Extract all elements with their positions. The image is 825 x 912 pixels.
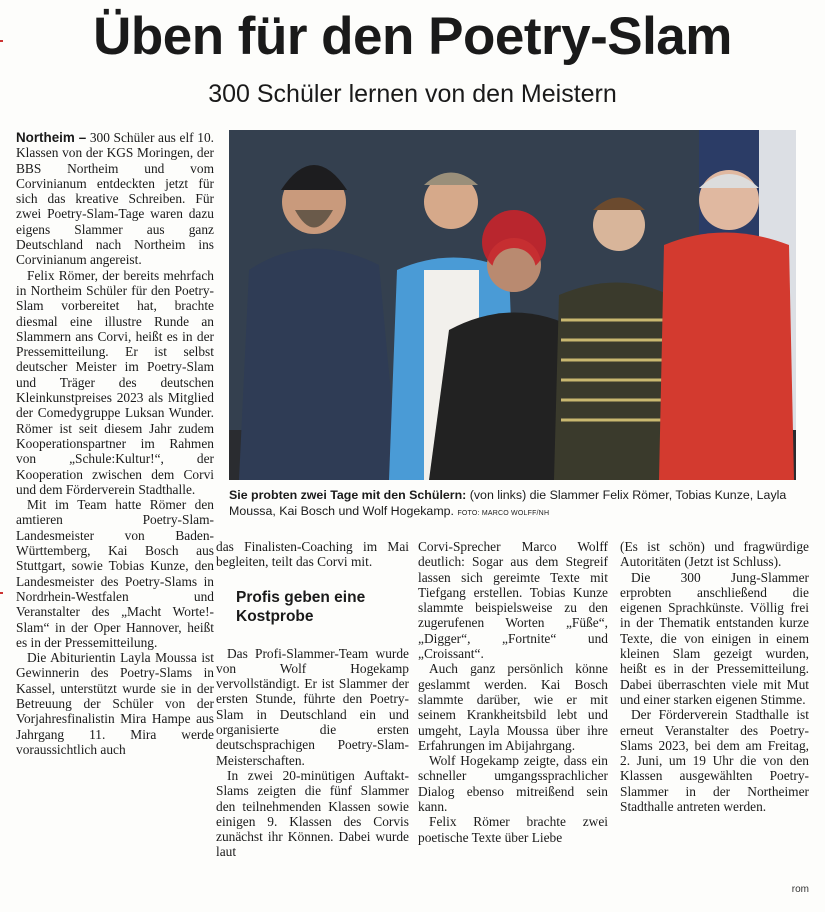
lead-text: 300 Schüler aus elf 10. Klassen von der KGS Moringen, der BBS Northeim und vom Corvinianum entdeckten jetzt für sich das kreative Schreiben. Für zwei Poetry-Slam-Tage waren dazu eigens Slammer aus ganz Deutschland nach Northeim ins Corvinianum angereist. (16, 130, 214, 268)
paragraph: das Finalisten-Coaching im Mai begleiten, teilt das Corvi mit. (216, 539, 409, 570)
caption-lead: Sie probten zwei Tage mit den Schülern: (229, 488, 467, 502)
crop-mark (0, 592, 3, 594)
paragraph: Die 300 Jung-Slammer erprobten anschließend die eigenen Sprachkünste. Völlig frei in der Thematik entstanden kurze Texte, die von einigen in einem kleinen Slam gezeigt wurden, heißt es in der Pressemitteilung. Dabei überraschten viele mit Mut und einer starken eigenen Stimme. (620, 569, 809, 707)
paragraph: (Es ist schön) und fragwürdige Autoritäten (Jetzt ist Schluss). (620, 539, 809, 570)
section-subtitle: Profis geben eine Kostprobe (236, 588, 366, 625)
dateline: Northeim – (16, 130, 87, 145)
photo-credit: FOTO: MARCO WOLFF/NH (457, 509, 550, 517)
paragraph: Das Profi-Slammer-Team wurde von Wolf Hogekamp vervollständigt. Er ist Slammer der ersten Stunde, führte den Poetry-Slam in Deutschland ein und organisierte die ersten deutschsprachigen Poetry-Slam-Meisterschaften. (216, 645, 409, 768)
paragraph: Corvi-Sprecher Marco Wolff deutlich: Sogar aus dem Stegreif lassen sich gereimte Texte mit Tiefgang erstellen. Tobias Kunze slammte beispielsweise zu den zugerufenen Worten „Füße“, „Digger“, „Fortnite“ und „Croissant“. (418, 539, 608, 662)
photo-caption (229, 488, 796, 521)
article-column-4 (620, 539, 809, 814)
author-tag: rom (791, 884, 809, 895)
paragraph: Wolf Hogekamp zeigte, dass ein schneller umgangssprachlicher Dialog ebenso mitreißend sein kann. (418, 753, 608, 815)
paragraph: Auch ganz persönlich könne geslammt werden. Kai Bosch slammte darüber, wie er mit seinem Krankheitsbild lebt und umgeht, Layla Moussa über ihre Erfahrungen im Abijahrgang. (418, 661, 608, 753)
caption-text: (von links) die Slammer Felix Römer, Tobias Kunze, Layla Moussa, Kai Bosch und Wolf Hogekamp. (229, 488, 787, 518)
paragraph: Felix Römer, der bereits mehrfach in Northeim Schüler für den Poetry-Slam vorbereitet hat, brachte diesmal eine illustre Runde an Slammern ans Corvi, heißt es in der Pressemitteilung. Er ist selbst deutscher Meister im Poetry-Slam und Träger des deutschen Kleinkunstpreises 2023 als Mitglied der Comedygruppe Luksan Wunder. Römer ist seit diesem Jahr zudem Kooperationspartner im Rahmen von „Schule:Kultur!“, der Kooperation zwischen dem Corvi und dem Förderverein Stadthalle. (16, 267, 214, 497)
article-column-1 (16, 130, 214, 757)
headline: Üben für den Poetry-Slam (93, 7, 732, 66)
paragraph: Mit im Team hatte Römer den amtieren Poetry-Slam-Landesmeister von Baden-Württemberg, Kai Bosch aus Stuttgart, sowie Tobias Kunze, den Landesmeister des Poetry-Slams in Nordrhein-Westfalen und Veranstalter des „Macht Worte!-Slam“ in der Oper Hannover, heißt es in der Pressemitteilung. (16, 497, 214, 650)
subheadline: 300 Schüler lernen von den Meistern (208, 80, 617, 108)
paragraph: In zwei 20-minütigen Auftakt-Slams zeigten die fünf Slammer den teilnehmenden Klassen sowie einigen 9. Klassen des Corvis zunächst ihr Können. Dabei wurde laut (216, 767, 409, 860)
group-photo (229, 130, 796, 480)
paragraph: Die Abiturientin Layla Moussa ist Gewinnerin des Poetry-Slams in Kassel, unterstützt wurde sie in der Betreuung der Schüler von der Vorjahresfinalistin Mira Hampe aus Jahrgang 11. Mira werde voraussichtlich auch (16, 650, 214, 757)
lead-paragraph (16, 130, 214, 268)
article-column-2 (216, 539, 409, 860)
group-photo-illustration (229, 130, 796, 480)
paragraph: Der Förderverein Stadthalle ist erneut Veranstalter des Poetry-Slams 2023, bei dem am Freitag, 2. Juni, um 19 Uhr die von den Klassen ausgewählten Poetry-Slammer in der Northeimer Stadthalle antreten werden. (620, 707, 809, 815)
article-column-3 (418, 539, 608, 845)
paragraph: Felix Römer brachte zwei poetische Texte über Liebe (418, 814, 608, 845)
